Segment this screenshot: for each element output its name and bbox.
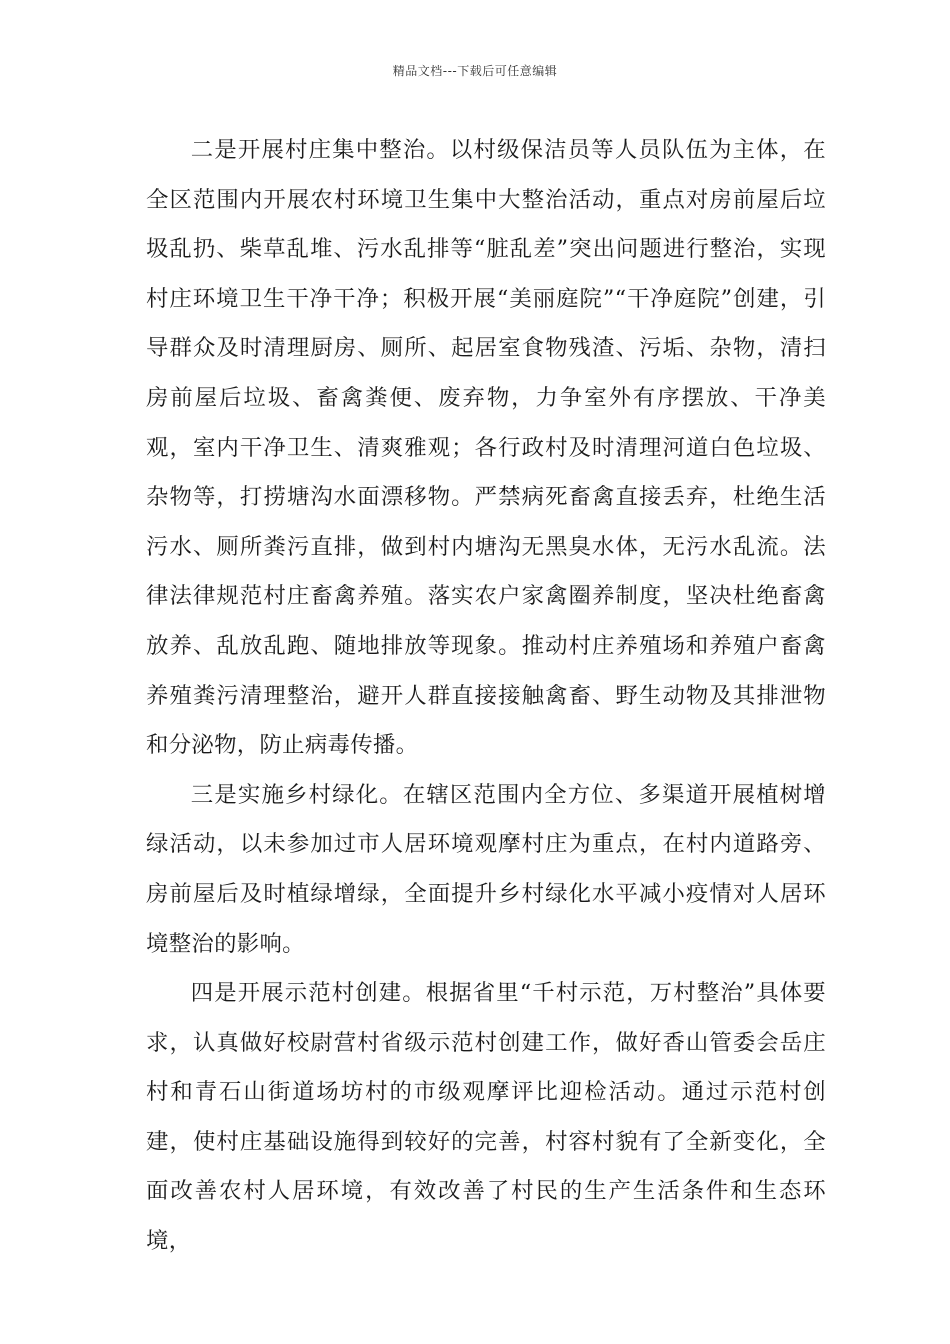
page-header: 精品文档---下载后可任意编辑	[392, 64, 558, 78]
document-body	[146, 126, 826, 1267]
paragraph-rural-greening: 三是实施乡村绿化。在辖区范围内全方位、多渠道开展植树增绿活动，以未参加过市人居环境观摩村庄为重点，在村内道路旁、房前屋后及时植绿增绿，全面提升乡村绿化水平减小疫情对人居环境整治的影响。	[146, 781, 826, 957]
paragraph-village-rectification: 二是开展村庄集中整治。以村级保洁员等人员队伍为主体，在全区范围内开展农村环境卫生集中大整治活动，重点对房前屋后垃圾乱扔、柴草乱堆、污水乱排等“脏乱差”突出问题进行整治，实现村庄环境卫生干净干净；积极开展“美丽庭院”“干净庭院”创建，引导群众及时清理厨房、厕所、起居室食物残渣、污垢、杂物，清扫房前屋后垃圾、畜禽粪便、废弃物，力争室外有序摆放、干净美观，室内干净卫生、清爽雅观；各行政村及时清理河道白色垃圾、杂物等，打捞塘沟水面漂移物。严禁病死畜禽直接丢弃，杜绝生活污水、厕所粪污直排，做到村内塘沟无黑臭水体，无污水乱流。法律法律规范村庄畜禽养殖。落实农户家禽圈养制度，坚决杜绝畜禽放养、乱放乱跑、随地排放等现象。推动村庄养殖场和养殖户畜禽养殖粪污清理整治，避开人群直接接触禽畜、野生动物及其排泄物和分泌物，防止病毒传播。	[146, 137, 826, 759]
paragraph-demo-village: 四是开展示范村创建。根据省里“千村示范，万村整治”具体要求，认真做好校尉营村省级示范村创建工作，做好香山管委会岳庄村和青石山街道场坊村的市级观摩评比迎检活动。通过示范村创建，使村庄基础设施得到较好的完善，村容村貌有了全新变化，全面改善农村人居环境，有效改善了村民的生产生活条件和生态环境，	[146, 980, 826, 1255]
